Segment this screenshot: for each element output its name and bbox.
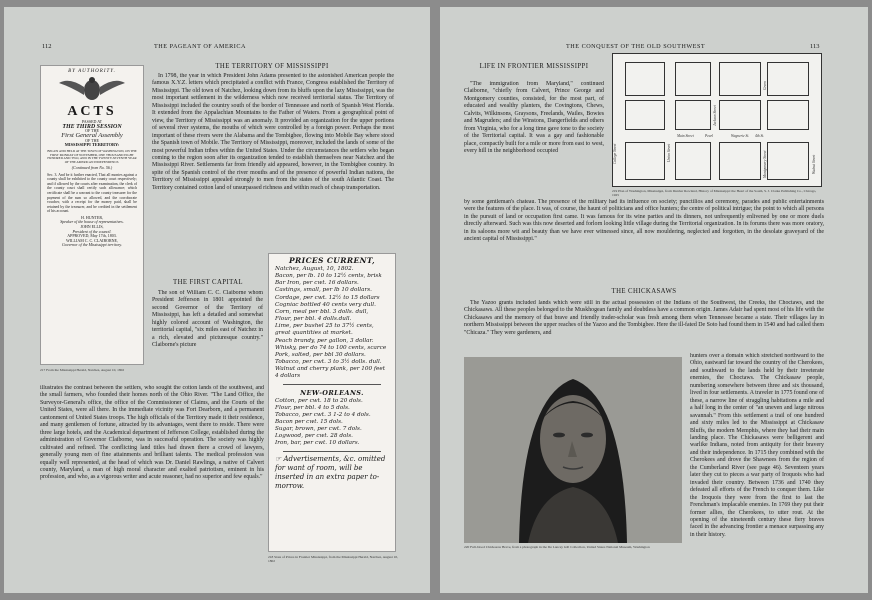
acts-body: Sec. 3. And be it further enacted, That all monies against a county shall be exhibited to the county court respectively; and if allowed by the courts after examination, the clerk of the county court shall certify such allowance; which certificate shall be a warrant to the county treasurer for the payment of the sum so allowed, and the corroborate voucher, with a receipt for the money paid, shall be retained by the treasurer, and be credited in the settlement of his account. <box>47 172 137 214</box>
washington-plan-map <box>612 53 822 187</box>
price-line: Bar Iron, per cwt. 16 dollars. <box>275 280 359 287</box>
street-label: Pearl <box>705 134 713 138</box>
street-label: Walnut Street <box>812 154 816 174</box>
acts-signature-title: Governor of the Mississippi territory. <box>62 242 122 248</box>
price-line: Natchez, August, 10, 1802. <box>275 266 354 272</box>
acts-signature-title: President of the council. <box>72 228 112 234</box>
left-page <box>4 7 430 593</box>
section-text: The son of William C. C. Claiborne whom President Jefferson in 1801 appointed the second Governor of the Territory of Mississippi, has left a detailed and somewhat highly colored account of Washington, the territorial capital, "six miles east of Natchez in a rich, elevated and picturesque country." Claiborne's picture <box>152 290 263 349</box>
acts-line: OF THE <box>85 137 99 143</box>
section-title: THE FIRST CAPITAL <box>173 279 243 286</box>
acts-signature: WILLIAM C. C. CLAIBORNE, <box>66 237 118 243</box>
caption-217: 217 From the Mississippi Herald, Natchez, August 10, 1802 <box>40 368 125 372</box>
section-title: LIFE IN FRONTIER MISSISSIPPI <box>479 63 589 70</box>
price-line: Flour, per bbl. 4 to 5 dols. <box>275 404 350 411</box>
acts-title: ACTS <box>67 104 117 120</box>
acts-signature: JOHN ELLIS, <box>80 224 104 230</box>
street-label: Green <box>763 81 767 90</box>
running-head: THE PAGEANT OF AMERICA <box>154 43 246 50</box>
price-line: Castings, small, per lb 10 dollars. <box>275 287 372 294</box>
prices-title: PRICES CURRENT, <box>288 256 375 265</box>
street-label: Main Street <box>677 134 694 138</box>
prices-current-image <box>268 253 396 552</box>
eagle-seal-icon <box>57 75 127 103</box>
prices-subtitle: NEW-ORLEANS. <box>300 388 364 397</box>
price-line: Whisky, per do 74 to 100 cents, scarce <box>275 344 387 351</box>
street-label: College Street <box>613 143 617 164</box>
price-line: Bacon per cwt. 15 dols. <box>275 418 343 425</box>
caption-220: 220 Full-blood Chickasaw Brave, from a photograph in the De Lancey Gill Collection, United States National Museum, Washington <box>464 545 650 549</box>
acts-line: OF THE <box>85 128 99 134</box>
section-text: by some gentleman's chateau. The presence of the military had its influence on society; punctilios and ceremony, parades and public entertainments were the features of the place. It was, of course, the haunt of politicians and office hunters; the centre of political intrigue; the point to which all persons in the pursuit of land or occupation first came. It was famous for its wine parties and its dinners, not unfrequently enlivened by one or more duels directly afterward. Such was this now deserted and forlorn looking little village during the Territorial organization. In its forums there was more oratory, in its saloons more wit and beauty than we have ever witnessed since, all now mouldering, neglected and forgotten, in the desolate graveyard of the ancient capital of Mississippi." <box>464 199 824 243</box>
price-line: Sugar, brown, per cwt. 7 dols. <box>275 426 362 433</box>
section-title: THE CHICKASAWS <box>611 288 677 295</box>
price-line: Pork, salted, per bbl 30 dollars. <box>275 351 366 358</box>
acts-approved: APPROVED, May 17th, 1803. <box>67 233 117 239</box>
street-label: Wagnerie St. <box>731 134 750 138</box>
section-text: illustrates the contrast between the settlers, who sought the cotton lands of the southwest, and the small farmers, who founded their homes north of the Ohio River. "The Land Office, the Surveyor-General's office, the office of the Commissioner of Claims, and the Courts of the United States, were all there. In the immediate vicinity was Fort Dearborn, and a permanent cantonment of United States troops. The high officials of the Territory made it their residence, and many gentlemen of fortune, attracted by its advantages, went there to reside. There were three large hotels, and the Academical department of Jefferson College, established during the administration of Governor Claiborne, was in successful operation. The society was highly cultivated and refined. The conflicting land titles had drawn there a crowd of lawyers, generally young men of fine attainments and brilliant talents. The medical profession was equally well represented, at the head of which was Dr. Daniel Rawlings, a native of Calvert county, Maryland, a man of high moral character and exalted patriotism, eminent in his profession, and who, as a vigorous writer and acute reasoner, had no superior and few equals." <box>40 385 264 481</box>
price-line: Tobacco, per cwt. 3 to 3½ dolls. dull. <box>275 359 382 366</box>
page-number: 113 <box>810 43 820 50</box>
price-line: Lime, per bushel 25 to 37½ cents, great quantities at market. <box>275 323 374 337</box>
price-line: Tobacco, per cwt. 3 1-2 to 4 dols. <box>275 411 371 418</box>
acts-continued: (Continued from No. 56.) <box>71 164 113 170</box>
acts-assembly: First General Assembly <box>61 131 123 139</box>
price-line: Cordage, per cwt. 12½ to 15 dollars <box>275 294 380 301</box>
acts-signature: H. HUNTER, <box>80 214 104 220</box>
section-text: "The immigration from Maryland," continued Claiborne, "chiefly from Calvert, Prince George and Montgomery counties, consisted, for the most part, of educated and wealthy planters, the Covingtons, Chews, Calvits, Wilkinsons, Graysons, Freelands, Wailes, Bowies and Magruders; and the Winstons, Dangerfields and others from Virginia, who for a long time gave tone to the society of the Territorial capital. It was a gay and fashionable place, compactly built for a mile or more from east to west, every hill in the neighborhood occupied <box>464 81 604 155</box>
price-line: Cotton, per cwt. 18 to 20 dols. <box>275 397 363 404</box>
price-line: Logwood, per cwt. 28 dols. <box>275 433 353 440</box>
price-line: Iron, bar, per cwt. 10 dollars. <box>275 440 360 447</box>
price-line: Cogniac bottled 40 cents very dull. <box>275 301 376 308</box>
page-number: 112 <box>42 43 52 50</box>
running-head: THE CONQUEST OF THE OLD SOUTHWEST <box>566 43 706 50</box>
acts-line: PASSED AT <box>81 119 103 125</box>
acts-territory: MISSISSIPPI TERRITORY: <box>64 142 120 148</box>
price-line: Flour, per bbl. 4 dolls.dull. <box>275 316 352 323</box>
chickasaw-brave-photo <box>464 357 682 543</box>
caption-218: 218 State of Prices in Frontier Mississippi, from the Mississippi Herald, Natchez, August 10, 1802 <box>268 555 398 564</box>
street-label: Jackson Street <box>713 105 717 126</box>
acts-session: THE THIRD SESSION <box>62 123 122 130</box>
street-label: 4th St. <box>755 134 765 138</box>
price-line: Bacon, per lb. 10 to 12½ cents, brisk <box>275 273 382 280</box>
street-label: Montgomery Street <box>763 150 767 178</box>
acts-document-image <box>40 65 144 365</box>
acts-preamble: BEGUN AND HELD AT THE TOWN OF WASHINGTON, ON THE FIRST MONDAY OF NOVEMBER, ONE THOUSAND EIGHT HUNDRED AND TWO, AND IN THE TWENTY-SEVENTH YEAR OF THE AMERICAN INDEPENDENCE. <box>47 148 137 165</box>
price-line: Corn, meal per bbl. 3 dolls. dull, <box>275 308 369 315</box>
section-text: In 1798, the year in which President John Adams presented to the astonished American people the famous X.Y.Z. letters which precipitated a conflict with France, Congress established the Territory of Mississippi. The old town of Natchez, looking down from its bluffs upon the lazy Mississippi, was the most important settlement in the wilderness which now received territorial status. The Territory of Mississippi included the country south of the border of Tennessee and north of Spanish West Florida. It extended from the Appalachian Mountains to the Father of Waters. From a geographical point of view, the Territory of Mississippi was an anomaly. It provided an organization for the upper portions of several river systems, the mouths of which were controlled by a foreign power. Perhaps the most important of these rivers were the Alabama and the Tombigbee, flowing into Mobile Bay where stood the Spanish town of Mobile. The Territory of Mississippi, moreover, included the lands of some of the most powerful Indian tribes within the United States. Under the circumstances the settlers who began coming to the region soon after its organization tended to establish themselves near Natchez and the Mississippi River. Settlements far from friendly aid appeared, however, in the Tombigbee country. In spite of the Spanish control of the river mouths and of the presence of powerful Indian nations, the Territory of Mississippi appealed strongly to men from the states of the south Atlantic Coast. The Territory contained cotton land of unsurpassed richness and within reach of cheap transportation. <box>152 73 394 191</box>
caption-219: 219 Plan of Washington, Mississippi, from Dunbar Rowland, History of Mississippi: the Heart of the South, S. J. Clarke Publishing Co., Chicago, 1925 <box>612 189 817 198</box>
right-page <box>440 7 868 593</box>
section-text: hunters over a domain which stretched northward to the Ohio, eastward far toward the country of the Cherokees, and southward to the lands held by their inveterate enemies, the Choctaws. The Chickasaw people, numbering somewhere between three and six thousand, lived in four settlements. A traveler in 1775 found one of these, a narrow line of straggling habitations a mile and a half long in the center of "an uneven and large nitrous savannah." From this settlement a trail of one hundred and sixty miles led to the Mississippi at Chickasaw Bluffs, the modern Memphis, where they had their main landing place. The Chickasaws were belligerent and warlike Indians, noted from antiquity for their bravery and their independence. In 1715 they combined with the Cherokees and drove the Shawnees from the region of the Cumberland River (see page 46). Seventeen years later they cut to pieces a war party of Iroquois who had invaded their country. Between 1736 and 1740 they defeated all efforts of the French to conquer them. Like the Iroquois they were from the first to last the Frenchman's implacable enemies. In 1769 they put their former allies, the Cherokees, to utter rout. At the opening of the nineteenth century these fiery braves faced in the advancing frontier a menace surpassing any in their history. <box>690 353 824 538</box>
street-label: Union Street <box>667 143 671 162</box>
acts-authority: BY AUTHORITY. <box>68 69 116 74</box>
acts-signature-title: Speaker of the house of representatives. <box>60 219 124 225</box>
section-title: THE TERRITORY OF MISSISSIPPI <box>215 63 329 70</box>
section-text: The Yazoo grants included lands which were still in the actual possession of the Indians of the Southwest, the Creeks, the Choctaws, and the Chickasaws. All these peoples belonged to the Muskhogean family and doubtless have a common origin. James Adair had spent most of his life with the Chickasaws and the memory of that brave and friendly trader-scholar was fresh among them when Tennessee became a state. Their villages lay in northern Mississippi between the upper reaches of the Yazoo and the Tombigbee. Here the ill-fated De Soto had found them in 1540 and had called them "Chicaza." They were gardeners, and <box>464 300 824 336</box>
price-line: Walnut and cherry plank, per 100 feet 4 dollars <box>275 366 386 380</box>
prices-notice: ☞ Advertisements, &c. omitted for want of room, will be inserted in an extra paper to-morrow. <box>275 454 386 490</box>
price-line: Peach brandy, per gallon, 3 dollar. <box>275 337 374 344</box>
